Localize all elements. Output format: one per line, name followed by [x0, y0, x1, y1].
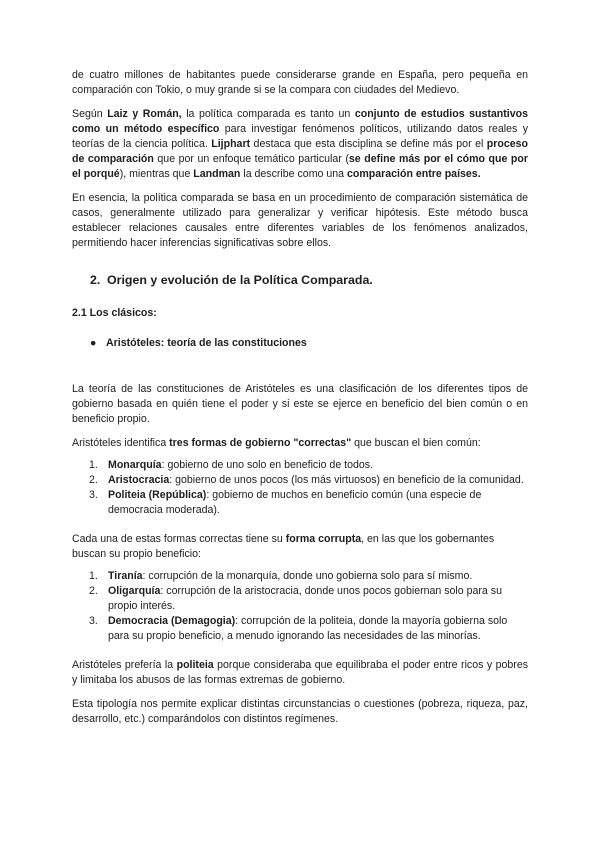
list-corrupt-forms [72, 569, 528, 644]
paragraph-corrupt-forms: Cada una de estas formas correctas tiene su forma corrupta, en las que los gobernantes buscan su propio beneficio: [72, 533, 495, 560]
paragraph-correct-forms: Aristóteles identifica tres formas de gobierno "correctas" que buscan el bien común: [72, 437, 481, 449]
document-page [72, 68, 528, 727]
list-item: 1. Tiranía: corrupción de la monarquía, donde uno gobierna solo para sí mismo. [89, 570, 473, 582]
paragraph-definitions: Según Laiz y Román, la política comparada es tanto un conjunto de estudios sustantivos como un método específico para investigar fenómenos políticos, utilizando datos reales y teorías de la ciencia política. Lijphart destaca que esta disciplina se define más por el proceso de comparación que por un enfoque temático particular (se define más por el cómo que por el porqué), mientras que Landman la describe como una comparación entre países. [72, 108, 529, 180]
paragraph-city-size: de cuatro millones de habitantes puede considerarse grande en España, pero pequeña en comparación con Tokio, o muy grande si se la compara con ciudades del Medievo. [72, 69, 528, 96]
list-item: 3. Politeia (República): gobierno de muchos en beneficio común (una especie de democracia moderada). [89, 489, 482, 516]
paragraph-typology: Esta tipología nos permite explicar distintas circunstancias o cuestiones (pobreza, riqueza, paz, desarrollo, etc.) comparándolos con distintos regímenes. [72, 698, 528, 725]
paragraph-essence: En esencia, la política comparada se basa en un procedimiento de comparación sistemática de casos, generalmente utilizado para generalizar y verificar hipótesis. Este método busca establecer relaciones causales entre diferentes variables de los fenómenos analizados, permitiendo hacer inferencias significativas sobre ellos. [72, 192, 528, 249]
list-item: 1. Monarquía: gobierno de uno solo en beneficio de todos. [89, 459, 374, 471]
list-item: 2. Oligarquía: corrupción de la aristocracia, donde unos pocos gobiernan solo para su propio interés. [89, 585, 502, 612]
bullet-item: ● Aristóteles: teoría de las constituciones [90, 337, 307, 349]
paragraph-constitutions: La teoría de las constituciones de Aristóteles es una clasificación de los diferentes tipos de gobierno basada en quién tiene el poder y si este se ejerce en beneficio del bien común o en beneficio propio. [72, 383, 528, 425]
list-item: 2. Aristocracia: gobierno de unos pocos (los más virtuosos) en beneficio de la comunidad. [89, 474, 524, 486]
section-heading: 2. Origen y evolución de la Política Comparada. [90, 273, 373, 287]
list-item: 3. Democracia (Demagogia): corrupción de la politeia, donde la mayoría gobierna solo para su propio beneficio, a menudo ignorando las necesidades de las minorías. [89, 615, 508, 642]
bullet-icon: ● [90, 337, 97, 349]
paragraph-politeia: Aristóteles prefería la politeia porque consideraba que equilibraba el poder entre ricos y pobres y limitaba los abusos de las formas extremas de gobierno. [72, 659, 529, 686]
list-correct-forms [72, 458, 528, 518]
subsection-heading: 2.1 Los clásicos: [72, 307, 157, 319]
